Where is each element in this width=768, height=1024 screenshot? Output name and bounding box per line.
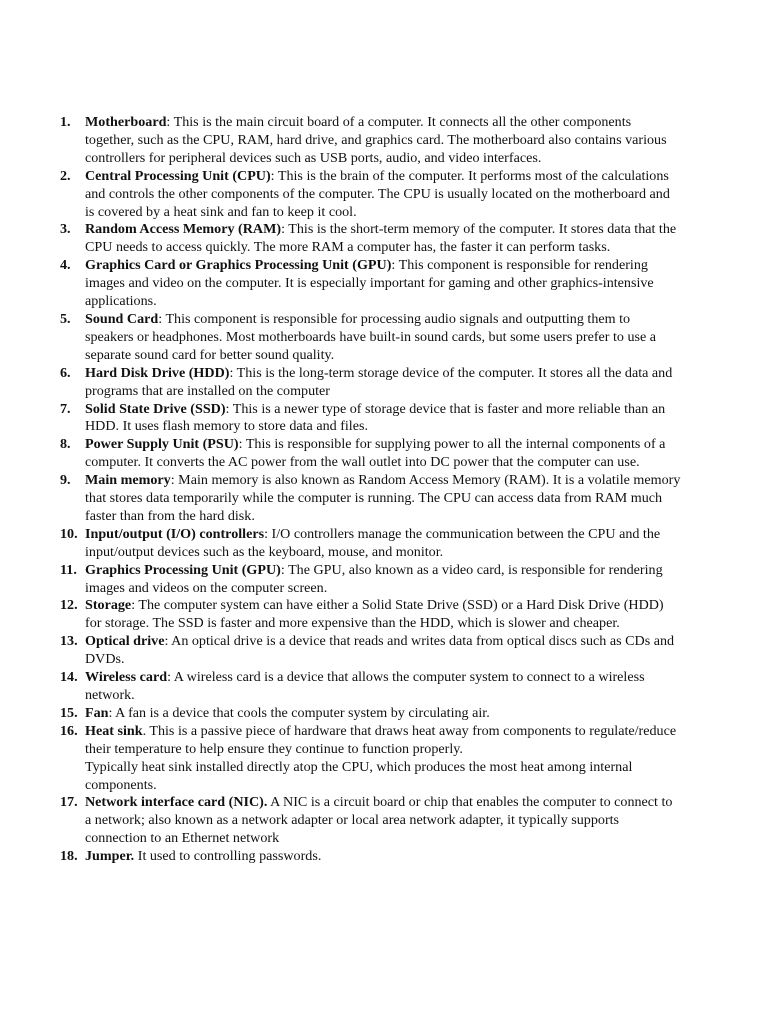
- item-number: 3.: [60, 221, 71, 238]
- item-separator: :: [167, 669, 174, 686]
- item-description: This is a newer type of storage device that is faster and more reliable than an HDD. It uses flash memory to store data and files.: [85, 400, 666, 435]
- item-number: 13.: [60, 633, 78, 650]
- list-item: [60, 472, 682, 526]
- list-item: [60, 168, 682, 222]
- item-description: The computer system can have either a Solid State Drive (SSD) or a Hard Disk Drive (HDD) for storage. The SSD is faster and more expensive than the HDD, which is slower and cheaper.: [85, 597, 664, 632]
- item-number: 8.: [60, 436, 71, 453]
- item-number: 14.: [60, 669, 78, 686]
- item-term: Motherboard: [85, 114, 167, 130]
- item-number: 2.: [60, 167, 71, 184]
- item-separator: :: [164, 633, 172, 650]
- item-term: Network interface card (NIC).: [85, 794, 268, 811]
- item-description: This is the main circuit board of a computer. It connects all the other components together, such as the CPU, RAM, hard drive, and graphics card. The motherboard also contains various controllers for peripheral devices such as USB ports, audio, and video interfaces.: [85, 114, 667, 166]
- list-item: [60, 723, 682, 795]
- item-separator: :: [158, 310, 166, 327]
- item-term: Graphics Card or Graphics Processing Unit (GPU): [85, 257, 392, 274]
- item-separator: :: [166, 114, 174, 130]
- item-term: Sound Card: [85, 310, 159, 327]
- item-separator: :: [270, 167, 278, 184]
- item-description: The GPU, also known as a video card, is responsible for rendering images and videos on the computer screen.: [85, 561, 663, 596]
- item-separator: :: [238, 436, 246, 453]
- item-number: 10.: [60, 525, 78, 542]
- item-description: Main memory is also known as Random Access Memory (RAM). It is a volatile memory that stores data temporarily while the computer is running. The CPU can access data from RAM much faster than from the hard disk.: [85, 472, 681, 524]
- list-item: [60, 114, 682, 168]
- item-term: Input/output (I/O) controllers: [85, 525, 265, 542]
- item-extra-description: Typically heat sink installed directly atop the CPU, which produces the most heat among internal components.: [85, 758, 633, 793]
- item-separator: .: [142, 722, 150, 739]
- list-item: [60, 257, 682, 311]
- list-item: [60, 562, 682, 598]
- item-description: A NIC is a circuit board or chip that enables the computer to connect to a network; also known as a network adapter or local area network adapter, it typically supports connection to an Ethernet network: [85, 794, 673, 847]
- item-separator: :: [225, 400, 233, 417]
- item-description: This is the short-term memory of the computer. It stores data that the CPU needs to access quickly. The more RAM a computer has, the faster it can perform tasks.: [85, 221, 677, 256]
- item-separator: :: [108, 704, 116, 721]
- item-separator: :: [264, 525, 272, 542]
- item-description: This is the long-term storage device of the computer. It stores all the data and programs that are installed on the computer: [85, 364, 673, 399]
- list-item: [60, 669, 682, 705]
- list-item: [60, 526, 682, 562]
- item-separator: :: [280, 561, 289, 578]
- item-description: A fan is a device that cools the computer system by circulating air.: [115, 704, 490, 721]
- item-term: Heat sink: [85, 722, 143, 739]
- item-separator: :: [229, 364, 237, 381]
- list-item: [60, 436, 682, 472]
- item-description: A wireless card is a device that allows the computer system to connect to a wireless network.: [85, 669, 645, 703]
- item-number: 11.: [60, 561, 77, 578]
- list-item: [60, 597, 682, 633]
- item-description: This component is responsible for processing audio signals and outputting them to speakers or headphones. Most motherboards have built-in sound cards, but some users prefer to use a separate sound card for better sound quality.: [85, 310, 657, 363]
- item-number: 4.: [60, 257, 71, 274]
- item-term: Optical drive: [85, 633, 165, 650]
- item-separator: :: [131, 597, 139, 614]
- list-item: [60, 221, 682, 257]
- list-item: [60, 401, 682, 437]
- item-number: 16.: [60, 722, 78, 739]
- list-item: [60, 365, 682, 401]
- item-term: Hard Disk Drive (HDD): [85, 364, 230, 381]
- item-description: This is responsible for supplying power to all the internal components of a computer. It converts the AC power from the wall outlet into DC power that the computer can use.: [85, 436, 666, 471]
- list-item: [60, 633, 682, 669]
- item-number: 1.: [60, 114, 71, 130]
- item-term: Graphics Processing Unit (GPU): [85, 561, 281, 578]
- item-number: 12.: [60, 597, 78, 614]
- list-item: [60, 794, 682, 848]
- item-term: Fan: [85, 704, 109, 721]
- component-list: [60, 114, 682, 866]
- item-description: This is the brain of the computer. It performs most of the calculations and controls the other components of the computer. The CPU is usually located on the motherboard and is covered by a heat sink and fan to keep it cool.: [85, 167, 670, 220]
- item-term: Power Supply Unit (PSU): [85, 436, 239, 453]
- item-term: Wireless card: [85, 669, 168, 686]
- item-term: Solid State Drive (SSD): [85, 400, 226, 417]
- item-term: Random Access Memory (RAM): [85, 221, 282, 238]
- item-number: 17.: [60, 794, 78, 811]
- item-term: Main memory: [85, 472, 171, 489]
- item-description: An optical drive is a device that reads and writes data from optical discs such as CDs and DVDs.: [85, 633, 675, 668]
- item-separator: :: [391, 257, 399, 274]
- list-item: [60, 311, 682, 365]
- item-term: Jumper.: [85, 848, 135, 865]
- item-term: Storage: [85, 597, 132, 614]
- item-description: I/O controllers manage the communication between the CPU and the input/output devices such as the keyboard, mouse, and monitor.: [85, 525, 661, 560]
- item-separator: :: [170, 472, 179, 489]
- item-description: It used to controlling passwords.: [137, 848, 322, 865]
- item-number: 5.: [60, 310, 71, 327]
- item-term: Central Processing Unit (CPU): [85, 167, 271, 184]
- item-number: 15.: [60, 704, 78, 721]
- item-number: 7.: [60, 400, 71, 417]
- item-number: 9.: [60, 472, 71, 489]
- item-separator: :: [281, 221, 289, 238]
- item-number: 18.: [60, 848, 78, 865]
- item-description: This is a passive piece of hardware that draws heat away from components to regulate/reduce their temperature to help ensure they continue to function properly.: [85, 722, 677, 757]
- item-description: This component is responsible for rendering images and video on the computer. It is especially important for gaming and other graphics-intensive applications.: [85, 257, 654, 310]
- list-item: [60, 705, 682, 723]
- item-number: 6.: [60, 364, 71, 381]
- list-item: [60, 848, 682, 866]
